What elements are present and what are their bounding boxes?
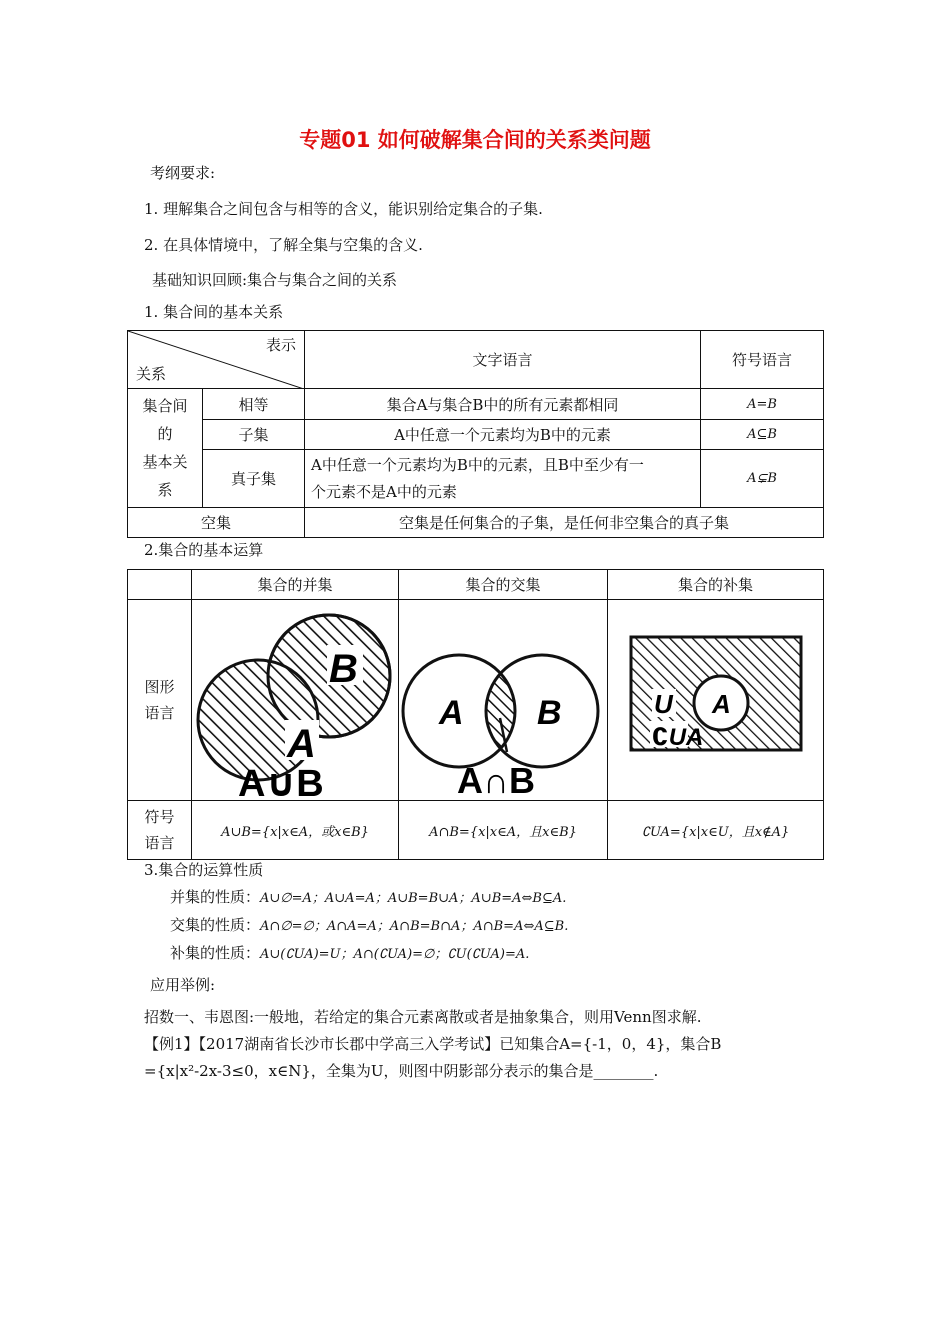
group-label-1: 集合间	[142, 397, 188, 415]
row-equal-name: 相等	[203, 389, 305, 420]
row-proper-text-line2: 个元素不是A中的元素	[311, 482, 457, 501]
row-proper-symbol: A⊊B	[701, 450, 824, 508]
review-heading: 基础知识回顾:集合与集合之间的关系	[152, 271, 398, 289]
basic-relations-table	[127, 330, 824, 538]
row-proper-name: 真子集	[203, 450, 305, 508]
row-proper-text	[305, 450, 701, 508]
union-venn-diagram	[192, 600, 398, 800]
union-properties	[170, 887, 566, 909]
group-label-2: 的	[157, 425, 173, 443]
group-label-3: 基本关	[142, 453, 188, 471]
method-1-text: 招数一、韦恩图:一般地，若给定的集合元素离散或者是抽象集合，则用Venn图求解.	[144, 1008, 702, 1026]
syllabus-item-2: 2. 在具体情境中，了解全集与空集的含义.	[144, 236, 423, 254]
group-label-4: 系	[157, 481, 173, 499]
row-graph-label-2: 语言	[144, 704, 175, 722]
intersection-caption: A∩B	[457, 760, 535, 800]
col-text-header: 文字语言	[305, 331, 701, 389]
complement-properties	[170, 943, 529, 965]
page-title: 专题01 如何破解集合间的关系类问题	[299, 128, 651, 152]
complement-label-a: A	[712, 689, 731, 719]
syllabus-item-1: 1. 理解集合之间包含与相等的含义，能识别给定集合的子集.	[144, 200, 543, 218]
row-symbol-label	[128, 801, 192, 860]
complement-figure-cell	[608, 600, 824, 801]
complement-properties-text: A∪(∁UA)=U；A∩(∁UA)=∅；∁U(∁UA)=A.	[260, 947, 530, 962]
row-symbol-label-1: 符号	[144, 808, 175, 826]
example-1-line-1: 【例1】【2017湖南省长沙市长郡中学高三入学考试】已知集合A={-1，0，4}，集合B	[144, 1035, 722, 1053]
complement-label-u: U	[654, 689, 673, 719]
row-subset-text: A中任意一个元素均为B中的元素	[305, 420, 701, 450]
col-symbol-header: 符号语言	[701, 331, 824, 389]
union-figure-cell	[192, 600, 399, 801]
union-properties-text: A∪∅=A；A∪A=A；A∪B=B∪A；A∪B=A⇔B⊆A.	[260, 891, 567, 906]
row-equal-symbol: A=B	[701, 389, 824, 420]
operations-table	[127, 569, 824, 860]
row-proper-text-line1: A中任意一个元素均为B中的元素，且B中至少有一	[311, 455, 644, 474]
row-graph-label-1: 图形	[144, 678, 175, 696]
application-heading: 应用举例:	[150, 976, 216, 994]
row-empty-text: 空集是任何集合的子集，是任何非空集合的真子集	[305, 508, 824, 538]
group-label-cell	[128, 389, 203, 508]
col-union-header: 集合的并集	[192, 570, 399, 600]
intersection-symbol-text: A∩B={x|x∈A，且x∈B}	[399, 801, 608, 860]
section-1-heading: 1. 集合间的基本关系	[144, 303, 284, 321]
section-3-heading: 3.集合的运算性质	[144, 861, 264, 879]
union-caption: A∪B	[238, 763, 324, 800]
union-properties-label: 并集的性质：	[170, 888, 261, 906]
row-empty-name: 空集	[128, 508, 305, 538]
row-equal-text: 集合A与集合B中的所有元素都相同	[305, 389, 701, 420]
intersection-figure-cell	[399, 600, 608, 801]
col-intersection-header: 集合的交集	[399, 570, 608, 600]
union-label-b: B	[329, 647, 358, 691]
intersection-properties-label: 交集的性质：	[170, 916, 261, 934]
intersection-label-a: A	[439, 694, 464, 732]
diagonal-header-cell	[128, 331, 305, 389]
syllabus-heading: 考纲要求:	[150, 164, 216, 182]
intersection-label-b: B	[537, 694, 562, 732]
section-2-heading: 2.集合的基本运算	[144, 541, 264, 559]
col-complement-header: 集合的补集	[608, 570, 824, 600]
row-graph-label	[128, 600, 192, 801]
header-bottom-label: 关系	[136, 365, 167, 383]
complement-properties-label: 补集的性质：	[170, 944, 261, 962]
row-symbol-label-2: 语言	[144, 834, 175, 852]
row-subset-name: 子集	[203, 420, 305, 450]
empty-corner-cell	[128, 570, 192, 600]
complement-label-cua: ∁UA	[652, 724, 704, 751]
union-symbol-text: A∪B={x|x∈A，或x∈B}	[192, 801, 399, 860]
complement-venn-diagram	[608, 600, 823, 800]
row-subset-symbol: A⊆B	[701, 420, 824, 450]
intersection-properties-text: A∩∅=∅；A∩A=A；A∩B=B∩A；A∩B=A⇔A⊆B.	[260, 919, 569, 934]
intersection-properties	[170, 915, 568, 937]
header-top-label: 表示	[265, 336, 296, 354]
intersection-venn-diagram	[399, 600, 607, 800]
example-1-line-2: ={x|x²-2x-3≤0，x∈N}，全集为U，则图中阴影部分表示的集合是________.	[144, 1062, 659, 1080]
complement-symbol-text: ∁UA={x|x∈U，且x∉A}	[608, 801, 824, 860]
union-label-a: A	[287, 722, 316, 766]
